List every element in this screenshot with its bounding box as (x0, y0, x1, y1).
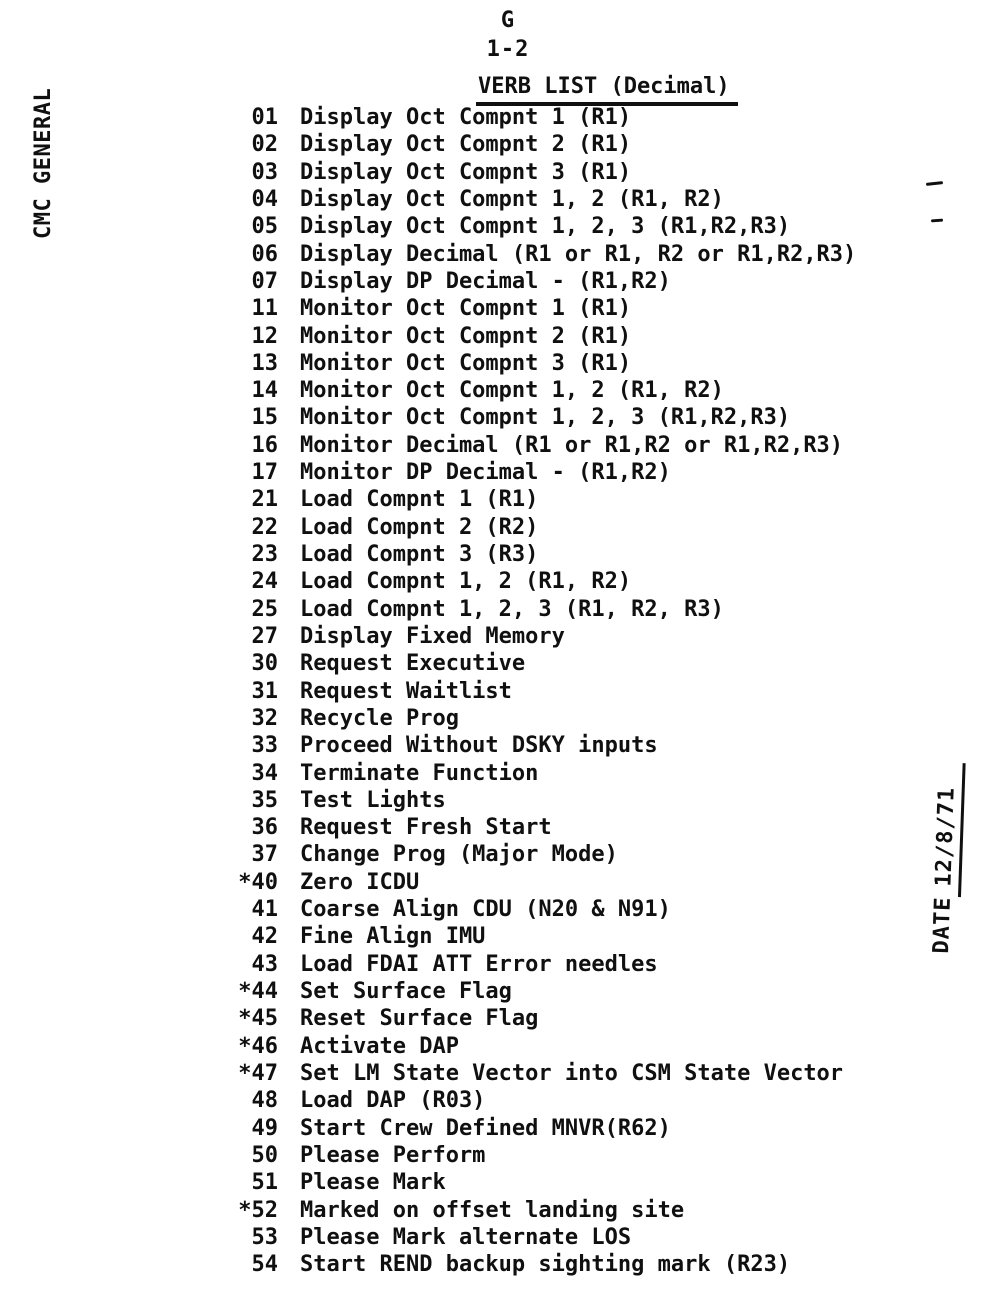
verb-description: Monitor Oct Compnt 1 (R1) (300, 296, 632, 322)
verb-code: 32 (251, 705, 278, 731)
verb-description: Marked on offset landing site (300, 1197, 685, 1223)
verb-code: 24 (251, 569, 278, 595)
verb-code: *40 (238, 869, 278, 895)
verb-code: 51 (251, 1170, 278, 1196)
verb-code: *52 (238, 1197, 278, 1223)
verb-list (228, 104, 856, 1278)
verb-description: Monitor Decimal (R1 or R1,R2 or R1,R2,R3) (300, 432, 844, 458)
date-stamp (928, 762, 966, 954)
verb-description: Set LM State Vector into CSM State Vector (300, 1060, 844, 1086)
verb-row (228, 323, 856, 350)
verb-description: Load Compnt 3 (R3) (300, 542, 539, 567)
verb-row (228, 623, 856, 650)
verb-description: Terminate Function (300, 760, 539, 786)
verb-description: Coarse Align CDU (N20 & N91) (300, 897, 671, 923)
verb-row (228, 1115, 856, 1142)
page-title: VERB LIST (Decimal) (476, 74, 738, 106)
verb-code: 12 (251, 323, 278, 349)
verb-code: 53 (251, 1224, 278, 1250)
verb-code: 11 (251, 296, 278, 322)
verb-description: Monitor Oct Compnt 3 (R1) (300, 350, 632, 376)
verb-code: 27 (251, 623, 278, 649)
verb-description: Display Oct Compnt 1, 2, 3 (R1,R2,R3) (300, 214, 791, 240)
verb-row (228, 213, 856, 240)
verb-row (228, 650, 856, 677)
verb-description: Monitor Oct Compnt 2 (R1) (300, 323, 632, 349)
verb-description: Load Compnt 1, 2, 3 (R1, R2, R3) (300, 596, 724, 622)
verb-code: 05 (251, 214, 278, 240)
verb-description: Change Prog (Major Mode) (300, 842, 618, 868)
verb-description: Reset Surface Flag (300, 1006, 539, 1032)
verb-description: Display Oct Compnt 1, 2 (R1, R2) (300, 186, 724, 212)
verb-row (228, 350, 856, 377)
verb-row (228, 104, 856, 131)
verb-row (228, 1224, 856, 1251)
verb-code: 03 (251, 159, 278, 185)
verb-code: 42 (251, 924, 278, 950)
verb-row (228, 1005, 856, 1032)
verb-description: Load Compnt 2 (R2) (300, 514, 539, 540)
verb-code: 54 (251, 1252, 278, 1278)
verb-description: Display DP Decimal - (R1,R2) (300, 268, 671, 294)
verb-row (228, 1060, 856, 1087)
verb-code: 33 (251, 733, 278, 759)
verb-description: Activate DAP (300, 1033, 459, 1059)
verb-row (228, 841, 856, 868)
verb-row (228, 978, 856, 1005)
verb-code: 43 (251, 951, 278, 977)
verb-row (228, 678, 856, 705)
verb-description: Display Oct Compnt 2 (R1) (300, 132, 632, 158)
verb-description: Start REND backup sighting mark (R23) (300, 1252, 791, 1278)
verb-code: 48 (251, 1088, 278, 1114)
verb-row (228, 1087, 856, 1114)
verb-description: Display Oct Compnt 1 (R1) (300, 105, 632, 130)
verb-code: *47 (238, 1060, 278, 1086)
scan-artifact-mark (931, 219, 943, 223)
verb-description: Display Fixed Memory (300, 623, 565, 649)
date-value: 12/8/71 (930, 762, 966, 897)
verb-description: Request Executive (300, 651, 526, 677)
verb-code: 22 (251, 514, 278, 540)
verb-code: 41 (251, 897, 278, 923)
verb-description: Please Perform (300, 1142, 486, 1168)
verb-row (228, 268, 856, 295)
verb-code: 25 (251, 596, 278, 622)
verb-code: 01 (251, 105, 278, 130)
verb-row (228, 568, 856, 595)
verb-row (228, 295, 856, 322)
verb-code: 16 (251, 432, 278, 458)
verb-row (228, 1197, 856, 1224)
verb-description: Load Compnt 1 (R1) (300, 487, 539, 513)
page-identifier (460, 6, 556, 64)
verb-code: *44 (238, 979, 278, 1004)
verb-code: 37 (251, 842, 278, 868)
verb-row (228, 241, 856, 268)
verb-code: 17 (251, 460, 278, 486)
verb-description: Please Mark (300, 1170, 446, 1196)
verb-code: 07 (251, 268, 278, 294)
verb-code: 49 (251, 1115, 278, 1141)
verb-description: Request Waitlist (300, 678, 512, 704)
section-letter: G (500, 8, 516, 33)
verb-description: Set Surface Flag (300, 979, 512, 1004)
verb-row (228, 732, 856, 759)
verb-description: Proceed Without DSKY inputs (300, 733, 658, 759)
verb-row (228, 514, 856, 541)
verb-description: Display Oct Compnt 3 (R1) (300, 159, 632, 185)
verb-row (228, 159, 856, 186)
verb-row (228, 923, 856, 950)
date-label: DATE (928, 896, 956, 954)
page-number: 1-2 (486, 37, 530, 62)
verb-row (228, 596, 856, 623)
verb-code: *45 (238, 1006, 278, 1032)
verb-description: Fine Align IMU (300, 924, 486, 950)
verb-code: *46 (238, 1033, 278, 1059)
verb-code: 31 (251, 678, 278, 704)
verb-code: 06 (251, 241, 278, 267)
verb-code: 36 (251, 815, 278, 841)
verb-description: Monitor Oct Compnt 1, 2, 3 (R1,R2,R3) (300, 405, 791, 431)
verb-description: Start Crew Defined MNVR(R62) (300, 1115, 671, 1141)
verb-description: Load DAP (R03) (300, 1088, 486, 1114)
verb-row (228, 131, 856, 158)
side-label-cmc-general: CMC GENERAL (31, 87, 56, 239)
verb-code: 04 (251, 186, 278, 212)
verb-code: 50 (251, 1142, 278, 1168)
verb-row (228, 377, 856, 404)
verb-row (228, 1142, 856, 1169)
verb-code: 02 (251, 132, 278, 158)
verb-code: 21 (251, 487, 278, 513)
verb-description: Zero ICDU (300, 869, 420, 895)
verb-row (228, 1033, 856, 1060)
verb-row (228, 951, 856, 978)
verb-code: 23 (251, 542, 278, 567)
verb-row (228, 541, 856, 568)
verb-code: 35 (251, 787, 278, 813)
verb-description: Please Mark alternate LOS (300, 1224, 632, 1250)
verb-row (228, 869, 856, 896)
verb-row (228, 814, 856, 841)
scan-artifact-mark (926, 181, 943, 186)
verb-row (228, 760, 856, 787)
verb-code: 15 (251, 405, 278, 431)
verb-row (228, 404, 856, 431)
verb-code: 14 (251, 378, 278, 404)
verb-code: 13 (251, 350, 278, 376)
verb-description: Monitor Oct Compnt 1, 2 (R1, R2) (300, 378, 724, 404)
verb-row (228, 1169, 856, 1196)
verb-description: Display Decimal (R1 or R1, R2 or R1,R2,R3) (300, 241, 857, 267)
verb-row (228, 186, 856, 213)
verb-row (228, 787, 856, 814)
verb-description: Recycle Prog (300, 705, 459, 731)
verb-description: Load FDAI ATT Error needles (300, 951, 658, 977)
verb-code: 30 (251, 651, 278, 677)
verb-row (228, 896, 856, 923)
verb-row (228, 1251, 856, 1278)
verb-description: Load Compnt 1, 2 (R1, R2) (300, 569, 632, 595)
verb-code: 34 (251, 760, 278, 786)
verb-description: Request Fresh Start (300, 815, 552, 841)
verb-row (228, 432, 856, 459)
verb-row (228, 705, 856, 732)
verb-row (228, 486, 856, 513)
verb-description: Test Lights (300, 787, 446, 813)
verb-description: Monitor DP Decimal - (R1,R2) (300, 460, 671, 486)
verb-row (228, 459, 856, 486)
